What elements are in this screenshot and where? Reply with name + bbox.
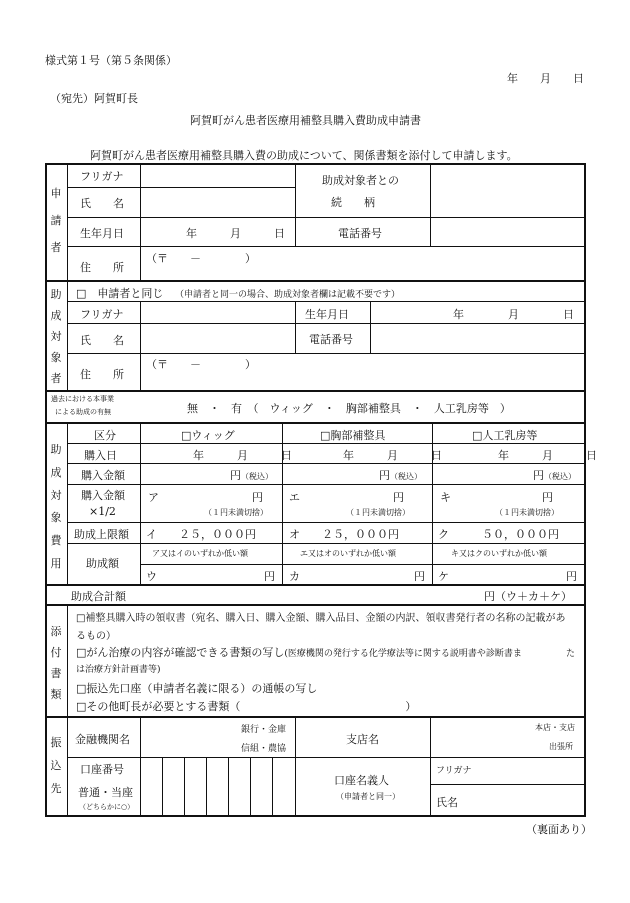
purchase-amount-2[interactable]: 円（税込） bbox=[379, 469, 422, 482]
relation-input[interactable] bbox=[431, 164, 583, 216]
grant-letter-ke: ケ bbox=[438, 570, 449, 583]
half-letter-a: ア bbox=[148, 491, 159, 504]
attachment-treatment-checkbox[interactable]: □がん治療の内容が確認できる書類の写し(医療機関の発行する化学療法等に関する説明書や診断書ま bbox=[76, 646, 522, 659]
half-amount-label-line2: ×1/2 bbox=[89, 505, 116, 518]
attachment-treatment-line1-end: た bbox=[566, 649, 576, 659]
round-note-2: （１円未満切捨） bbox=[346, 508, 410, 517]
grant-note-2: エ又はオのいずれか低い額 bbox=[300, 549, 396, 558]
grant-label: 助成額 bbox=[86, 557, 119, 570]
artificial-breast-checkbox[interactable]: □人工乳房等 bbox=[472, 429, 538, 442]
same-as-applicant-checkbox[interactable]: □ 申請者と同じ bbox=[76, 287, 164, 300]
grant-yen-1[interactable]: 円 bbox=[264, 570, 275, 583]
grant-yen-3[interactable]: 円 bbox=[566, 570, 577, 583]
past-grant-label-line1: 過去における本事業 bbox=[51, 395, 114, 403]
half-letter-e: エ bbox=[289, 491, 300, 504]
limit-value-3: ク ５０，０００円 bbox=[438, 528, 559, 541]
account-holder-note: （申請者と同一） bbox=[336, 792, 400, 801]
total-label: 助成合計額 bbox=[71, 590, 126, 603]
breast-prosthesis-checkbox[interactable]: □胸部補整具 bbox=[320, 429, 386, 442]
subject-phone-label: 電話番号 bbox=[309, 333, 353, 346]
intro-text: 阿賀町がん患者医療用補整具購入費の助成について、関係書類を添付して申請します。 bbox=[90, 149, 518, 162]
round-note-1: （１円未満切捨） bbox=[204, 508, 268, 517]
applicant-phone-label: 電話番号 bbox=[338, 227, 382, 240]
bank-name-label: 金融機関名 bbox=[75, 733, 130, 746]
grant-letter-ka: カ bbox=[289, 570, 300, 583]
bank-name-input[interactable] bbox=[141, 718, 241, 756]
limit-label: 助成上限額 bbox=[74, 528, 129, 541]
form-number: 様式第１号（第５条関係） bbox=[45, 54, 177, 67]
round-note-3: （１円未満切捨） bbox=[495, 508, 559, 517]
branch-type-line1[interactable]: 本店・支店 bbox=[535, 723, 575, 732]
grant-note-1: ア又はイのいずれか低い額 bbox=[152, 549, 248, 558]
half-yen-1[interactable]: 円 bbox=[252, 491, 263, 504]
grant-note-3: キ又はクのいずれか低い額 bbox=[451, 549, 547, 558]
attachment-bankbook-checkbox[interactable]: □振込先口座（申請者名義に限る）の通帳の写し bbox=[76, 682, 318, 695]
account-holder-label: 口座名義人 bbox=[334, 774, 389, 787]
relation-label-line1: 助成対象者との bbox=[322, 174, 399, 187]
purchase-amount-label: 購入金額 bbox=[81, 469, 125, 482]
purchase-amount-3[interactable]: 円（税込） bbox=[533, 469, 576, 482]
subject-address-label: 住 所 bbox=[80, 368, 124, 381]
wig-checkbox[interactable]: □ウィッグ bbox=[181, 429, 235, 442]
applicant-birthdate-input[interactable]: 年 月 日 bbox=[186, 227, 285, 240]
reverse-side-note: （裏面あり） bbox=[526, 823, 592, 836]
cost-section-label: 助 成 対 象 費 用 bbox=[50, 443, 62, 570]
attachment-receipt-line2: るもの） bbox=[76, 631, 116, 642]
purchase-amount-1[interactable]: 円（税込） bbox=[230, 469, 273, 482]
applicant-furigana-label: フリガナ bbox=[80, 170, 124, 183]
subject-birthdate-label: 生年月日 bbox=[305, 308, 349, 321]
applicant-section-label: 申 請 者 bbox=[50, 187, 62, 254]
account-type-note: （どちらかに○） bbox=[79, 803, 135, 811]
grant-letter-u: ウ bbox=[146, 570, 157, 583]
limit-value-1: イ ２５，０００円 bbox=[146, 528, 256, 541]
applicant-postal-input[interactable]: （〒 － ） bbox=[146, 252, 256, 265]
past-grant-label-line2: による助成の有無 bbox=[55, 408, 111, 416]
same-as-applicant-note: （申請者と同一の場合、助成対象者欄は記載不要です） bbox=[175, 290, 401, 300]
applicant-name-input[interactable] bbox=[141, 188, 294, 216]
purchase-date-3[interactable]: 年 月 日 bbox=[498, 449, 597, 462]
half-letter-ki: キ bbox=[440, 491, 451, 504]
applicant-phone-input[interactable] bbox=[431, 218, 583, 245]
bank-type-line2[interactable]: 信組・農協 bbox=[241, 744, 287, 754]
bank-type-line1[interactable]: 銀行・金庫 bbox=[241, 725, 287, 735]
subject-section-label: 助 成 対 象 者 bbox=[50, 288, 62, 385]
attachment-other-checkbox[interactable]: □その他町長が必要とする書類（ ） bbox=[76, 700, 417, 713]
attachments-section-label: 添 付 書 類 bbox=[50, 624, 62, 701]
grant-yen-2[interactable]: 円 bbox=[414, 570, 425, 583]
applicant-furigana-input[interactable] bbox=[141, 164, 294, 186]
subject-furigana-label: フリガナ bbox=[80, 308, 124, 321]
branch-type-line2[interactable]: 出張所 bbox=[549, 742, 573, 751]
account-number-label: 口座番号 bbox=[80, 763, 124, 776]
transfer-section-label: 振 込 先 bbox=[50, 735, 62, 796]
past-grant-options[interactable]: 無 ・ 有 （ ウィッグ ・ 胸部補整具 ・ 人工乳房等 ） bbox=[187, 402, 511, 415]
account-type-options[interactable]: 普通・当座 bbox=[78, 786, 133, 799]
purchase-date-label: 購入日 bbox=[84, 449, 117, 462]
half-yen-2[interactable]: 円 bbox=[393, 491, 404, 504]
subject-phone-input[interactable] bbox=[371, 324, 583, 352]
purchase-date-2[interactable]: 年 月 日 bbox=[343, 449, 442, 462]
account-number-input[interactable] bbox=[141, 758, 295, 814]
applicant-address-label: 住 所 bbox=[80, 261, 124, 274]
form-title: 阿賀町がん患者医療用補整具購入費助成申請書 bbox=[190, 114, 421, 127]
total-value[interactable]: 円（ウ＋カ＋ケ） bbox=[484, 590, 572, 603]
half-amount-label-line1: 購入金額 bbox=[81, 489, 125, 502]
purchase-date-1[interactable]: 年 月 日 bbox=[193, 449, 292, 462]
half-yen-3[interactable]: 円 bbox=[542, 491, 553, 504]
limit-value-2: オ ２５，０００円 bbox=[289, 528, 399, 541]
branch-name-label: 支店名 bbox=[346, 733, 379, 746]
holder-name-label: 氏名 bbox=[436, 796, 458, 809]
subject-birthdate-input[interactable]: 年 月 日 bbox=[453, 308, 574, 321]
subject-postal-input[interactable]: （〒 － ） bbox=[146, 358, 256, 371]
attachment-receipt-checkbox[interactable]: □補整具購入時の領収書（宛名、購入日、購入金額、購入品目、金額の内訳、領収書発行者の名称の記載があ bbox=[76, 613, 566, 624]
holder-furigana-label: フリガナ bbox=[436, 766, 472, 776]
subject-name-label: 氏 名 bbox=[80, 334, 124, 347]
applicant-birthdate-label: 生年月日 bbox=[80, 227, 124, 240]
category-label: 区分 bbox=[94, 429, 116, 442]
relation-label-line2: 続 柄 bbox=[331, 196, 375, 209]
date-field: 年 月 日 bbox=[507, 72, 584, 85]
applicant-name-label: 氏 名 bbox=[80, 197, 124, 210]
attachment-treatment-line2: は治療方針計画書等) bbox=[76, 665, 161, 675]
addressee: （宛先）阿賀町長 bbox=[50, 92, 138, 105]
